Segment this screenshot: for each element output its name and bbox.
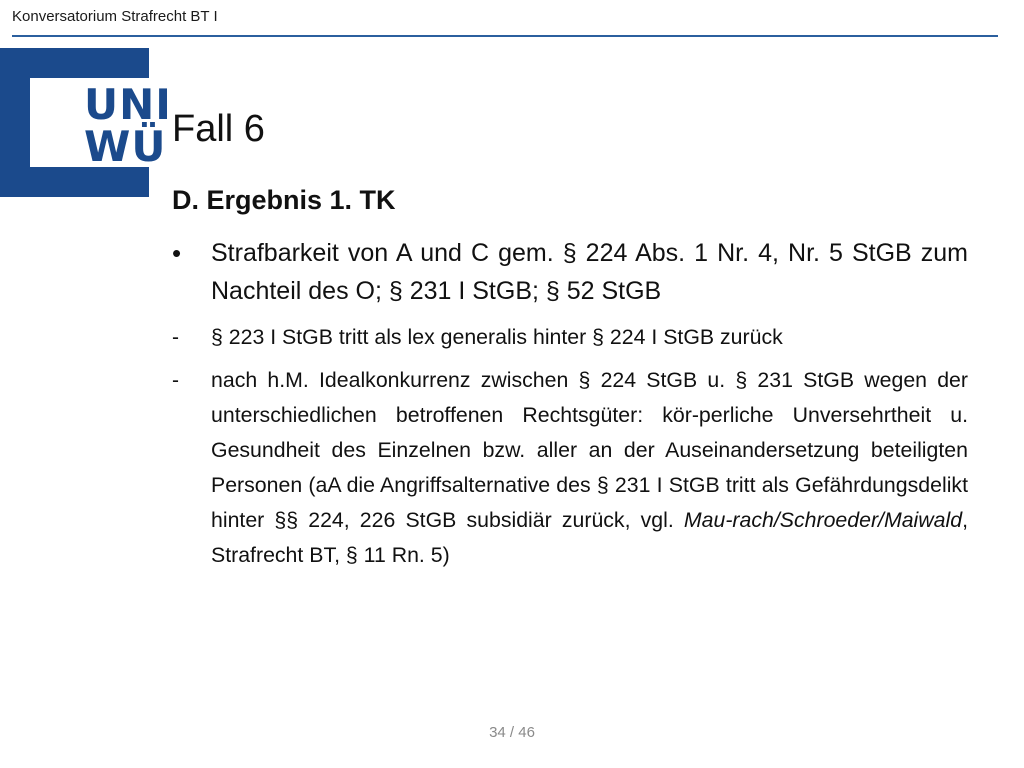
citation-authors: Mau-rach/Schroeder/Maiwald bbox=[683, 508, 963, 532]
dash-marker: - bbox=[172, 326, 179, 349]
dash-marker: - bbox=[172, 369, 179, 392]
bullet-marker: • bbox=[172, 238, 182, 268]
logo-text-line-2: WÜ bbox=[84, 122, 167, 171]
dash-text-main: nach h.M. Idealkonkurrenz zwischen § 224 StGB u. § 231 StGB wegen der unterschiedlichen betroffenen Rechtsgüter: kör-perliche Unversehrtheit u. Gesundheit des Einzelnen bzw. aller an der Auseinandersetzung beteiligten Personen (aA die Angriffsalternative des § 231 I StGB tritt als Gefährdungsdelikt hinter §§ 224, 226 StGB subsidiär zurück, vgl. bbox=[211, 368, 968, 532]
logo-text-line-1: UNI bbox=[84, 80, 172, 129]
dash-text bbox=[211, 363, 968, 573]
bullet-item bbox=[172, 234, 968, 310]
section-heading: D. Ergebnis 1. TK bbox=[172, 185, 396, 215]
dash-item-lex-generalis bbox=[172, 320, 968, 355]
citation-rest: , Strafrecht BT, § 11 Rn. 5) bbox=[211, 508, 968, 567]
slide-title: Fall 6 bbox=[172, 108, 265, 150]
header-divider bbox=[12, 35, 998, 37]
page-number: 34 / 46 bbox=[489, 724, 535, 741]
logo-inner-field bbox=[30, 78, 172, 171]
dash-item-idealkonkurrenz bbox=[172, 363, 968, 573]
university-logo bbox=[0, 48, 172, 197]
course-title: Konversatorium Strafrecht BT I bbox=[12, 8, 218, 25]
bullet-text: Strafbarkeit von A und C gem. § 224 Abs. 1 Nr. 4, Nr. 5 StGB zum Nachteil des O; § 231 I StGB; § 52 StGB bbox=[211, 239, 968, 305]
dash-text: § 223 I StGB tritt als lex generalis hinter § 224 I StGB zurück bbox=[211, 325, 783, 349]
